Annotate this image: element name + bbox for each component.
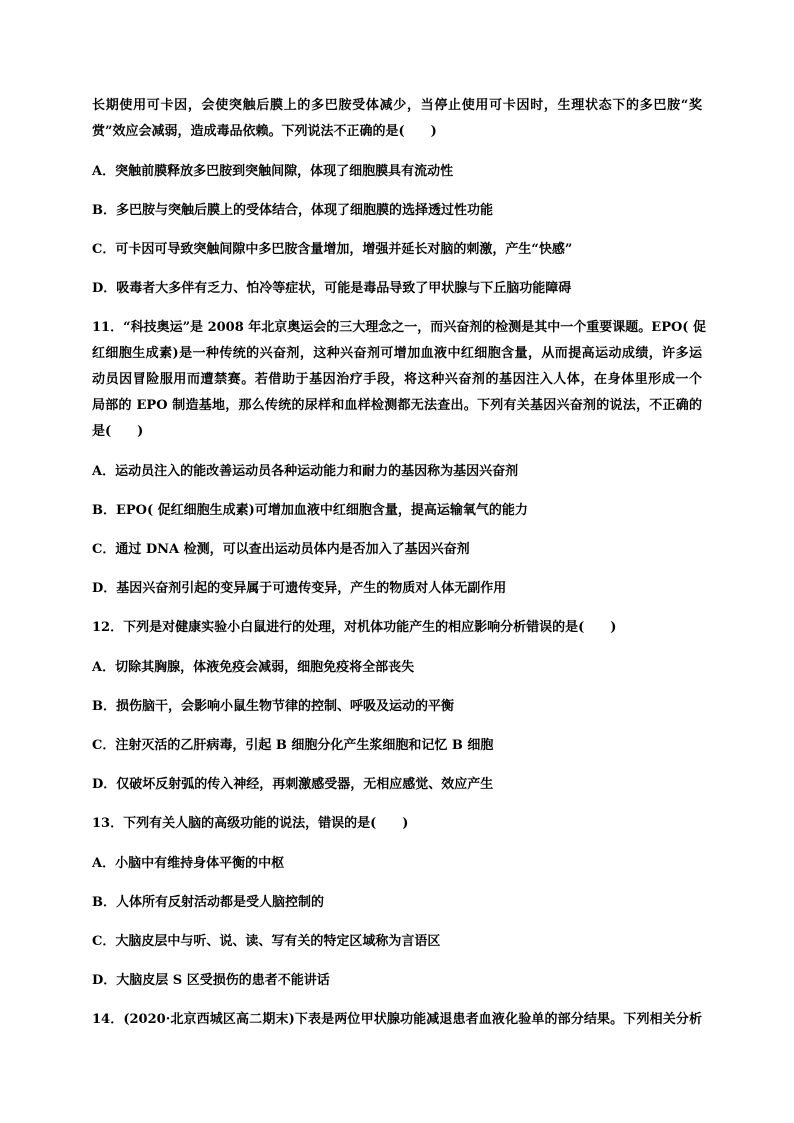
q11-stem-line-2: 红细胞生成素)是一种传统的兴奋剂，这种兴奋剂可增加血液中红细胞含量，从而提高运动成绩，许多运 xyxy=(92,346,702,361)
q11-stem-line-3: 动员因冒险服用而遭禁赛。若借助于基因治疗手段，将这种兴奋剂的基因注入人体，在身体里形成一个 xyxy=(92,372,702,387)
q10-option-b: B．多巴胺与突触后膜上的受体结合，体现了细胞膜的选择透过性功能 xyxy=(92,203,493,218)
q10-stem-line-2: 赏”效应会减弱，造成毒品依赖。下列说法不正确的是( ) xyxy=(92,124,437,139)
q11-stem-line-1: 11．“科技奥运”是 2008 年北京奥运会的三大理念之一，而兴奋剂的检测是其中一个重要课题。EPO( 促 xyxy=(92,320,706,335)
q13-option-d: D．大脑皮层 S 区受损伤的患者不能讲话 xyxy=(92,973,330,988)
q10-stem-line-1: 长期使用可卡因，会使突触后膜上的多巴胺受体减少，当停止使用可卡因时，生理状态下的多巴胺“奖 xyxy=(92,98,702,113)
q11-option-c: C．通过 DNA 检测，可以查出运动员体内是否加入了基因兴奋剂 xyxy=(92,542,470,557)
q12-stem: 12．下列是对健康实验小白鼠进行的处理，对机体功能产生的相应影响分析错误的是( ) xyxy=(92,620,617,635)
q11-option-b: B．EPO( 促红细胞生成素)可增加血液中红细胞含量，提高运输氧气的能力 xyxy=(92,503,528,518)
q11-option-a: A．运动员注入的能改善运动员各种运动能力和耐力的基因称为基因兴奋剂 xyxy=(92,464,519,479)
q11-stem-line-5: 是( ) xyxy=(92,424,144,439)
q13-option-a: A．小脑中有维持身体平衡的中枢 xyxy=(92,856,285,871)
q12-option-d: D．仅破坏反射弧的传入神经，再刺激感受器，无相应感觉、效应产生 xyxy=(92,777,494,792)
q13-option-c: C．大脑皮层中与听、说、读、写有关的特定区域称为言语区 xyxy=(92,934,441,949)
q10-option-c: C．可卡因可导致突触间隙中多巴胺含量增加，增强并延长对脑的刺激，产生“快感” xyxy=(92,242,573,257)
q11-stem-line-4: 局部的 EPO 制造基地，那么传统的尿样和血样检测都无法查出。下列有关基因兴奋剂的说法，不正确的 xyxy=(92,398,702,413)
q13-option-b: B．人体所有反射活动都是受人脑控制的 xyxy=(92,895,324,910)
q14-stem-line-1: 14．(2020·北京西城区高二期末)下表是两位甲状腺功能减退患者血液化验单的部分结果。下列相关分析 xyxy=(92,1012,702,1027)
q10-option-d: D．吸毒者大多伴有乏力、怕冷等症状，可能是毒品导致了甲状腺与下丘脑功能障碍 xyxy=(92,281,572,296)
q10-option-a: A．突触前膜释放多巴胺到突触间隙，体现了细胞膜具有流动性 xyxy=(92,164,454,179)
q12-option-c: C．注射灭活的乙肝病毒，引起 B 细胞分化产生浆细胞和记忆 B 细胞 xyxy=(92,738,494,753)
q11-option-d: D．基因兴奋剂引起的变异属于可遗传变异，产生的物质对人体无副作用 xyxy=(92,581,507,596)
q13-stem: 13．下列有关人脑的高级功能的说法，错误的是( ) xyxy=(92,816,409,831)
q12-option-b: B．损伤脑干，会影响小鼠生物节律的控制、呼吸及运动的平衡 xyxy=(92,699,454,714)
q12-option-a: A．切除其胸腺，体液免疫会减弱，细胞免疫将全部丧失 xyxy=(92,660,415,675)
